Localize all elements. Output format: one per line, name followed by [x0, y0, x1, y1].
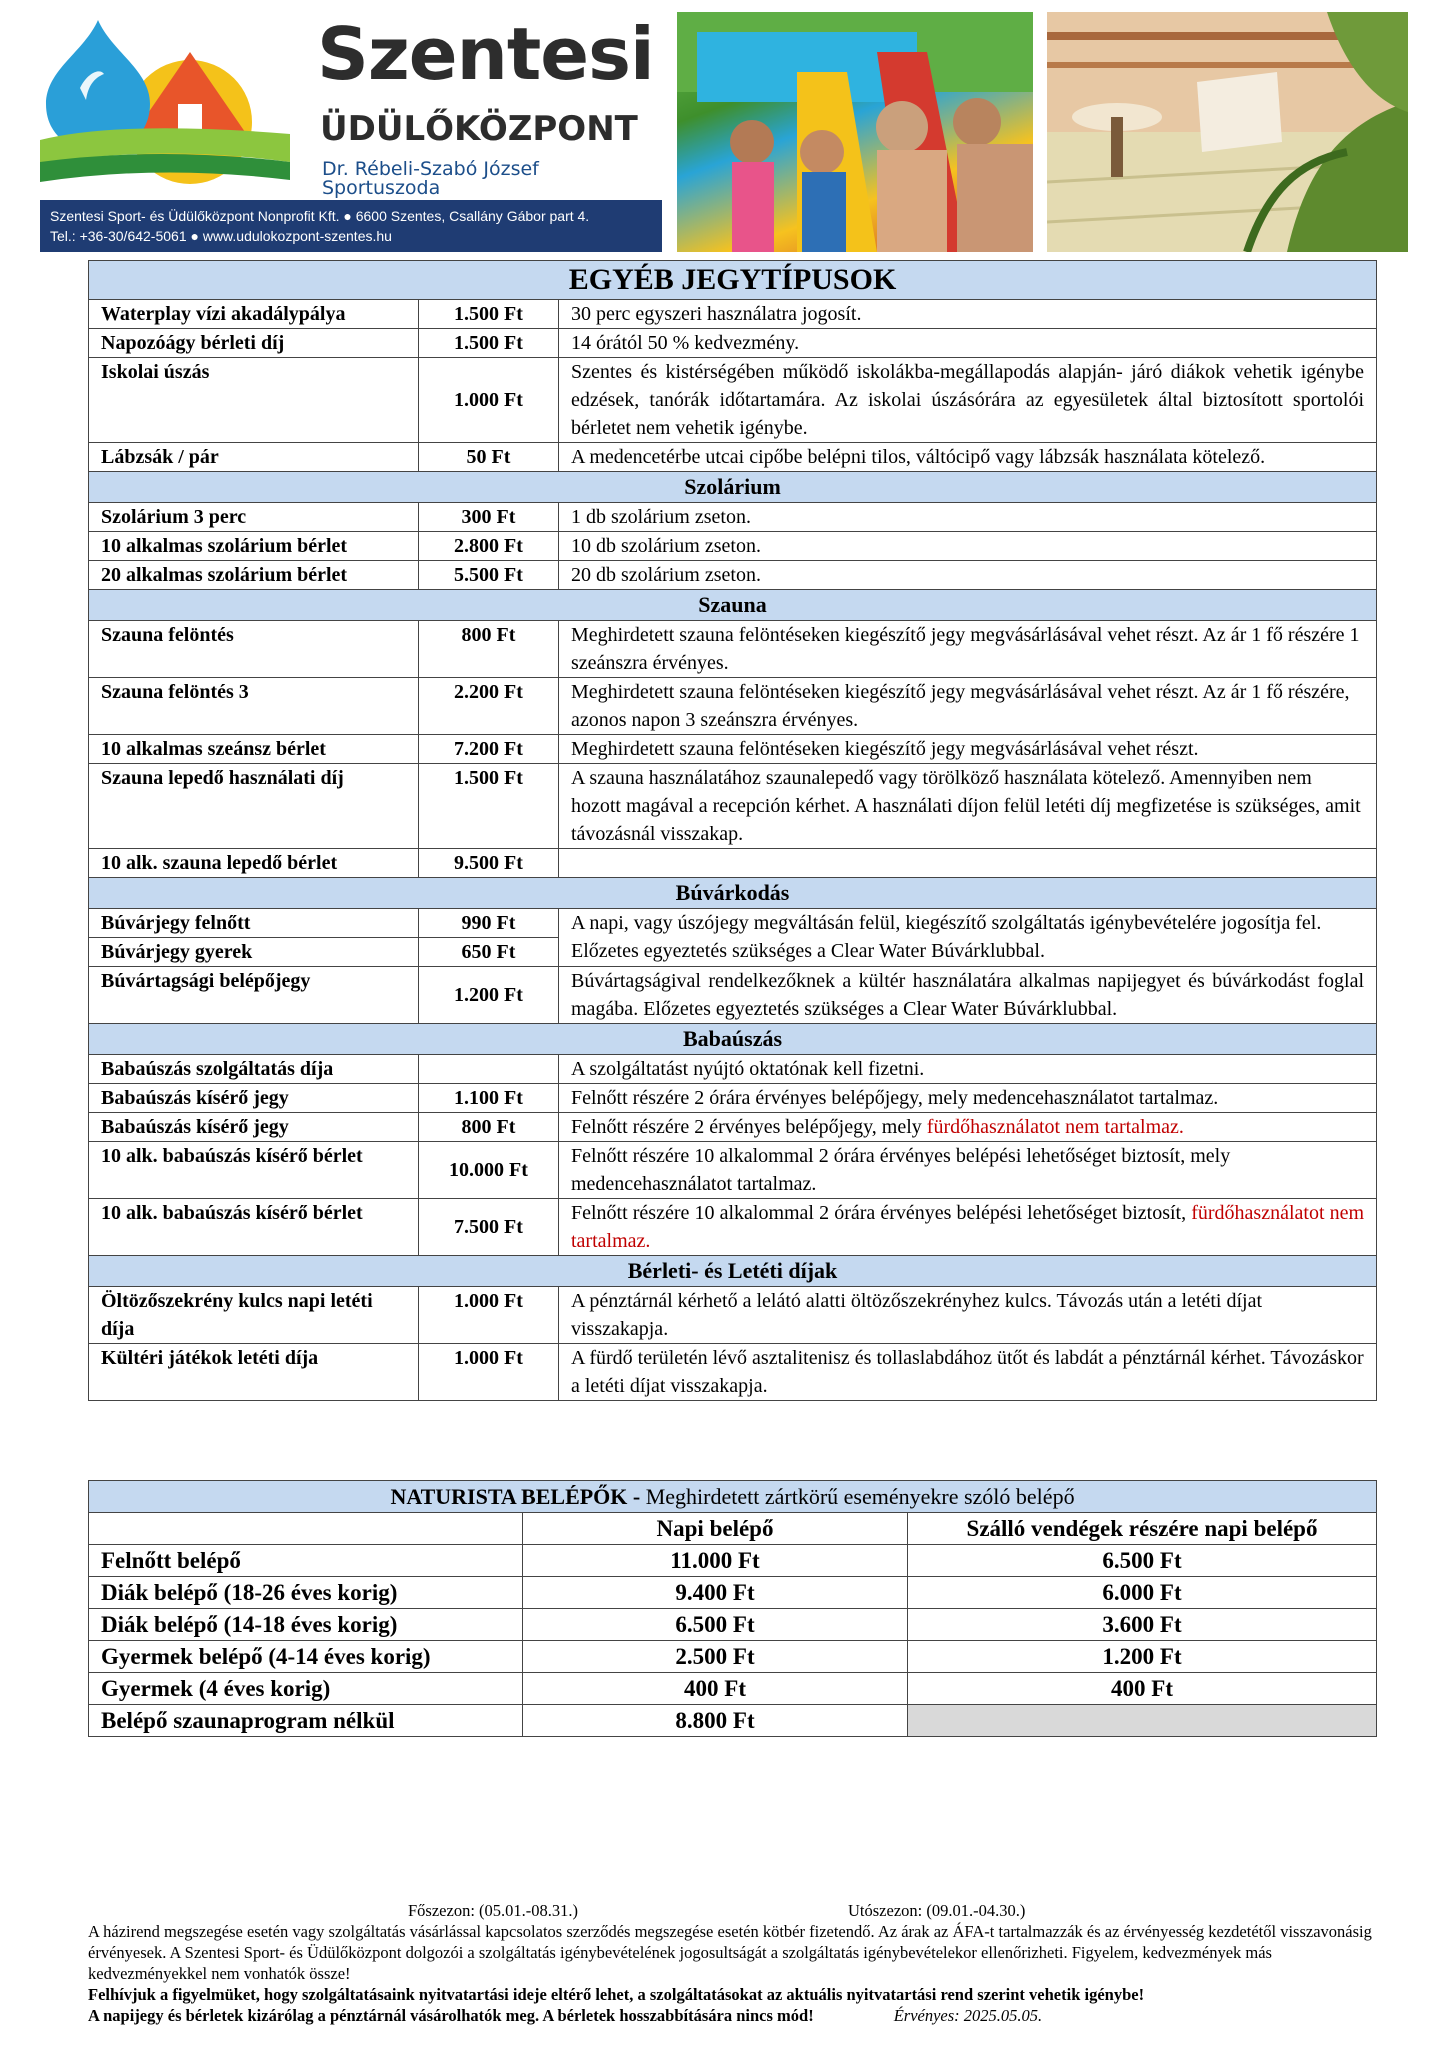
table-row	[89, 735, 1377, 764]
contact-phone-web: Tel.: +36-30/642-5061 ● www.udulokozpont-szentes.hu	[50, 228, 392, 244]
ticket-description: A medencetérbe utcai cipőbe belépni tilos, váltócipő vagy lábzsák használata kötelező.	[559, 443, 1377, 472]
description-text: Felnőtt részére 2 érvényes belépőjegy, mely	[571, 1116, 927, 1138]
ticket-name: 10 alkalmas szeánsz bérlet	[89, 735, 419, 764]
ticket-description: A napi, vagy úszójegy megváltásán felül, kiegészítő szolgáltatás igénybevételére jogosítja fel. Előzetes egyeztetés szükséges a Clear Water Búvárklubbal.	[559, 909, 1377, 967]
table-row	[89, 1641, 1377, 1673]
daily-price: 2.500 Ft	[523, 1641, 908, 1673]
naturist-heading	[89, 1481, 1377, 1513]
ticket-price: 2.800 Ft	[419, 532, 559, 561]
ticket-description: A szolgáltatást nyújtó oktatónak kell fizetni.	[559, 1055, 1377, 1084]
hotel-guest-price: 6.000 Ft	[908, 1577, 1377, 1609]
table-row	[89, 503, 1377, 532]
ticket-price: 300 Ft	[419, 503, 559, 532]
ticket-name: Öltözőszekrény kulcs napi letéti díja	[89, 1287, 419, 1344]
page-header	[40, 12, 1408, 252]
ticket-description: A szauna használatához szaunalepedő vagy törölköző használata kötelező. Amennyiben nem hozott magával a recepción kérhet. A használati díjon felül letéti díj megfizetése is szükséges, amit távozásnál visszakap.	[559, 764, 1377, 849]
ticket-name: 10 alk. babaúszás kísérő bérlet	[89, 1199, 419, 1256]
ticket-name: Búvárjegy felnőtt	[89, 909, 419, 938]
ticket-description: Meghirdetett szauna felöntéseken kiegészítő jegy megvásárlásával vehet részt. Az ár 1 fő részére, azonos napon 3 szeánszra érvényes.	[559, 678, 1377, 735]
page-title: EGYÉB JEGYTÍPUSOK	[89, 261, 1377, 300]
ticket-name: Kültéri játékok letéti díja	[89, 1344, 419, 1401]
opening-hours-notice: Felhívjuk a figyelmüket, hogy szolgáltatásaink nyitvatartási ideje eltérő lehet, a szolgáltatásokat az aktuális nyitvatartási rend szerint vehetik igénybe!	[88, 1985, 1145, 2004]
ticket-name: Iskolai úszás	[89, 358, 419, 443]
ticket-price: 50 Ft	[419, 443, 559, 472]
other-tickets-table	[88, 260, 1377, 1401]
brand-tagline: Dr. Rébeli-Szabó József Sportuszoda	[322, 158, 539, 199]
table-row	[89, 532, 1377, 561]
ticket-description: A fürdő területén lévő asztalitenisz és tollaslabdához ütőt és labdát a pénztárnál kérhet. Távozáskor a letéti díjat visszakapja.	[559, 1344, 1377, 1401]
section-heading-diving: Búvárkodás	[89, 878, 1377, 909]
hotel-guest-price: 6.500 Ft	[908, 1545, 1377, 1577]
ticket-price: 1.500 Ft	[419, 329, 559, 358]
table-row	[89, 678, 1377, 735]
ticket-price: 1.200 Ft	[419, 967, 559, 1024]
table-row	[89, 329, 1377, 358]
ticket-price	[419, 1055, 559, 1084]
daily-price: 400 Ft	[523, 1673, 908, 1705]
waterslide-photo-illustration	[677, 12, 1033, 252]
table-row	[89, 358, 1377, 443]
naturist-ticket-name: Gyermek (4 éves korig)	[89, 1673, 523, 1705]
season-line	[88, 1900, 1376, 1921]
ticket-name: Lábzsák / pár	[89, 443, 419, 472]
column-header-hotel-guests: Szálló vendégek részére napi belépő	[908, 1513, 1377, 1545]
table-row	[89, 1084, 1377, 1113]
contact-strip	[40, 200, 662, 252]
hotel-guest-price: 400 Ft	[908, 1673, 1377, 1705]
brand-name: Szentesi	[317, 12, 654, 96]
ticket-description: A pénztárnál kérhető a lelátó alatti öltözőszekrényhez kulcs. Távozás után a letéti díjat visszakapja.	[559, 1287, 1377, 1344]
brand-logo	[40, 12, 662, 199]
ticket-price: 1.000 Ft	[419, 358, 559, 443]
table-row	[89, 1673, 1377, 1705]
ticket-price: 1.000 Ft	[419, 1344, 559, 1401]
brand-subtitle: ÜDÜLŐKÖZPONT	[320, 109, 638, 149]
ticket-name: 10 alk. babaúszás kísérő bérlet	[89, 1142, 419, 1199]
naturist-tickets-table	[88, 1480, 1377, 1737]
naturist-heading-bold: NATURISTA BELÉPŐK -	[390, 1484, 646, 1509]
ticket-name: Búvártagsági belépőjegy	[89, 967, 419, 1024]
ticket-description: Felnőtt részére 2 órára érvényes belépőjegy, mely medencehasználatot tartalmaz.	[559, 1084, 1377, 1113]
hotel-guest-price: 3.600 Ft	[908, 1609, 1377, 1641]
table-row	[89, 1287, 1377, 1344]
section-heading-solarium: Szolárium	[89, 472, 1377, 503]
description-text: Felnőtt részére 10 alkalommal 2 órára érvényes belépési lehetőséget biztosít,	[571, 1202, 1192, 1224]
ticket-price: 1.500 Ft	[419, 300, 559, 329]
blank-header-cell	[89, 1513, 523, 1545]
table-row	[89, 300, 1377, 329]
terms-text: A házirend megszegése esetén vagy szolgáltatás vásárlással kapcsolatos szerződés megszegése esetén kötbér fizetendő. Az árak az ÁFA-t tartalmazzák és az érvényesség kezdetétől visszavonásig érvényesek. A Szentesi Sport- és Üdülőközpont dolgozói a szolgáltatás igénybevételének jogosultságát a szolgáltatás igénybevételekor ellenőrizheti. Figyelem, kedvezmények más kedvezményekkel nem vonhatók össze!	[88, 1922, 1372, 1983]
ticket-description	[559, 1199, 1377, 1256]
table-row	[89, 1113, 1377, 1142]
table-row	[89, 443, 1377, 472]
off-season: Utószezon: (09.01.-04.30.)	[848, 1901, 1026, 1920]
ticket-name: Babaúszás szolgáltatás díja	[89, 1055, 419, 1084]
ticket-name: 10 alk. szauna lepedő bérlet	[89, 849, 419, 878]
table-row	[89, 967, 1377, 1024]
ticket-description	[559, 849, 1377, 878]
ticket-price: 7.200 Ft	[419, 735, 559, 764]
ticket-price: 1.000 Ft	[419, 1287, 559, 1344]
ticket-name: Szauna felöntés 3	[89, 678, 419, 735]
main-season: Főszezon: (05.01.-08.31.)	[408, 1901, 579, 1920]
table-row	[89, 849, 1377, 878]
ticket-name: Waterplay vízi akadálypálya	[89, 300, 419, 329]
table-row	[89, 561, 1377, 590]
naturist-ticket-name: Felnőtt belépő	[89, 1545, 523, 1577]
ticket-name: Szauna felöntés	[89, 621, 419, 678]
ticket-name: 10 alkalmas szolárium bérlet	[89, 532, 419, 561]
daily-price: 8.800 Ft	[523, 1705, 908, 1737]
naturist-ticket-name: Gyermek belépő (4-14 éves korig)	[89, 1641, 523, 1673]
ticket-description: 30 perc egyszeri használatra jogosít.	[559, 300, 1377, 329]
ticket-description: Szentes és kistérségében működő iskolákba-megállapodás alapján- járó diákok vehetik igénybe edzések, tanórák időtartamára. Az iskolai úszásórára az egyesületek által biztosított sportolói bérletet nem vehetik igénybe.	[559, 358, 1377, 443]
column-header-daily: Napi belépő	[523, 1513, 908, 1545]
warning-text: fürdőhasználatot nem tartalmaz.	[926, 1116, 1184, 1138]
ticket-description: 14 órától 50 % kedvezmény.	[559, 329, 1377, 358]
table-row	[89, 1545, 1377, 1577]
ticket-description: Búvártagságival rendelkezőknek a kültér használatára alkalmas napijegyet és búvárkodást foglal magába. Előzetes egyeztetés szükséges a Clear Water Búvárklubbal.	[559, 967, 1377, 1024]
ticket-description: 20 db szolárium zseton.	[559, 561, 1377, 590]
table-row	[89, 1609, 1377, 1641]
logo-graphic-icon	[40, 12, 290, 192]
ticket-price: 9.500 Ft	[419, 849, 559, 878]
table-row	[89, 1199, 1377, 1256]
ticket-name: Babaúszás kísérő jegy	[89, 1084, 419, 1113]
naturist-ticket-name: Diák belépő (14-18 éves korig)	[89, 1609, 523, 1641]
naturist-column-headers	[89, 1513, 1377, 1545]
ticket-price: 990 Ft	[419, 909, 559, 938]
ticket-price: 1.100 Ft	[419, 1084, 559, 1113]
ticket-price: 650 Ft	[419, 938, 559, 967]
hotel-guest-price: 1.200 Ft	[908, 1641, 1377, 1673]
waterslide-photo	[677, 12, 1033, 252]
ticket-price: 1.500 Ft	[419, 764, 559, 849]
table-row	[89, 621, 1377, 678]
ticket-price: 10.000 Ft	[419, 1142, 559, 1199]
daily-price: 9.400 Ft	[523, 1577, 908, 1609]
ticket-name: Szolárium 3 perc	[89, 503, 419, 532]
ticket-description: Felnőtt részére 10 alkalommal 2 órára érvényes belépési lehetőséget biztosít, mely medencehasználatot tartalmaz.	[559, 1142, 1377, 1199]
contact-address: Szentesi Sport- és Üdülőközpont Nonprofit Kft. ● 6600 Szentes, Csallány Gábor part 4.	[50, 208, 590, 224]
validity-date: Érvényes: 2025.05.05.	[893, 2006, 1043, 2025]
ticket-description	[559, 1113, 1377, 1142]
daily-price: 11.000 Ft	[523, 1545, 908, 1577]
ticket-name: Búvárjegy gyerek	[89, 938, 419, 967]
ticket-description: Meghirdetett szauna felöntéseken kiegészítő jegy megvásárlásával vehet részt.	[559, 735, 1377, 764]
ticket-description: 10 db szolárium zseton.	[559, 532, 1377, 561]
table-row	[89, 909, 1377, 938]
table-row	[89, 1344, 1377, 1401]
purchase-notice	[88, 2005, 1376, 2026]
naturist-ticket-name: Belépő szaunaprogram nélkül	[89, 1705, 523, 1737]
naturist-ticket-name: Diák belépő (18-26 éves korig)	[89, 1577, 523, 1609]
ticket-description: Meghirdetett szauna felöntéseken kiegészítő jegy megvásárlásával vehet részt. Az ár 1 fő részére 1 szeánszra érvényes.	[559, 621, 1377, 678]
ticket-name: Szauna lepedő használati díj	[89, 764, 419, 849]
ticket-price: 7.500 Ft	[419, 1199, 559, 1256]
ticket-description: 1 db szolárium zseton.	[559, 503, 1377, 532]
section-heading-baby-swimming: Babaúszás	[89, 1024, 1377, 1055]
daily-price: 6.500 Ft	[523, 1609, 908, 1641]
indoor-pool-photo	[1047, 12, 1408, 252]
warning-text: fürdőhasználatot nem tartalmaz.	[571, 1202, 1365, 1252]
table-row	[89, 1142, 1377, 1199]
section-heading-sauna: Szauna	[89, 590, 1377, 621]
hotel-guest-price-empty	[908, 1705, 1377, 1737]
ticket-name: Napozóágy bérleti díj	[89, 329, 419, 358]
ticket-name: Babaúszás kísérő jegy	[89, 1113, 419, 1142]
table-row	[89, 1055, 1377, 1084]
naturist-heading-plain: Meghirdetett zártkörű eseményekre szóló belépő	[645, 1484, 1075, 1509]
footer-notes	[88, 1900, 1376, 2026]
ticket-price: 800 Ft	[419, 621, 559, 678]
ticket-price: 2.200 Ft	[419, 678, 559, 735]
section-heading-rental-deposit: Bérleti- és Letéti díjak	[89, 1256, 1377, 1287]
purchase-notice-text: A napijegy és bérletek kizárólag a pénztárnál vásárolhatók meg. A bérletek hosszabbítására nincs mód!	[88, 2006, 814, 2025]
indoor-pool-photo-illustration	[1047, 12, 1408, 252]
table-row	[89, 1577, 1377, 1609]
table-row	[89, 1705, 1377, 1737]
table-row	[89, 764, 1377, 849]
ticket-price: 800 Ft	[419, 1113, 559, 1142]
ticket-price: 5.500 Ft	[419, 561, 559, 590]
ticket-name: 20 alkalmas szolárium bérlet	[89, 561, 419, 590]
